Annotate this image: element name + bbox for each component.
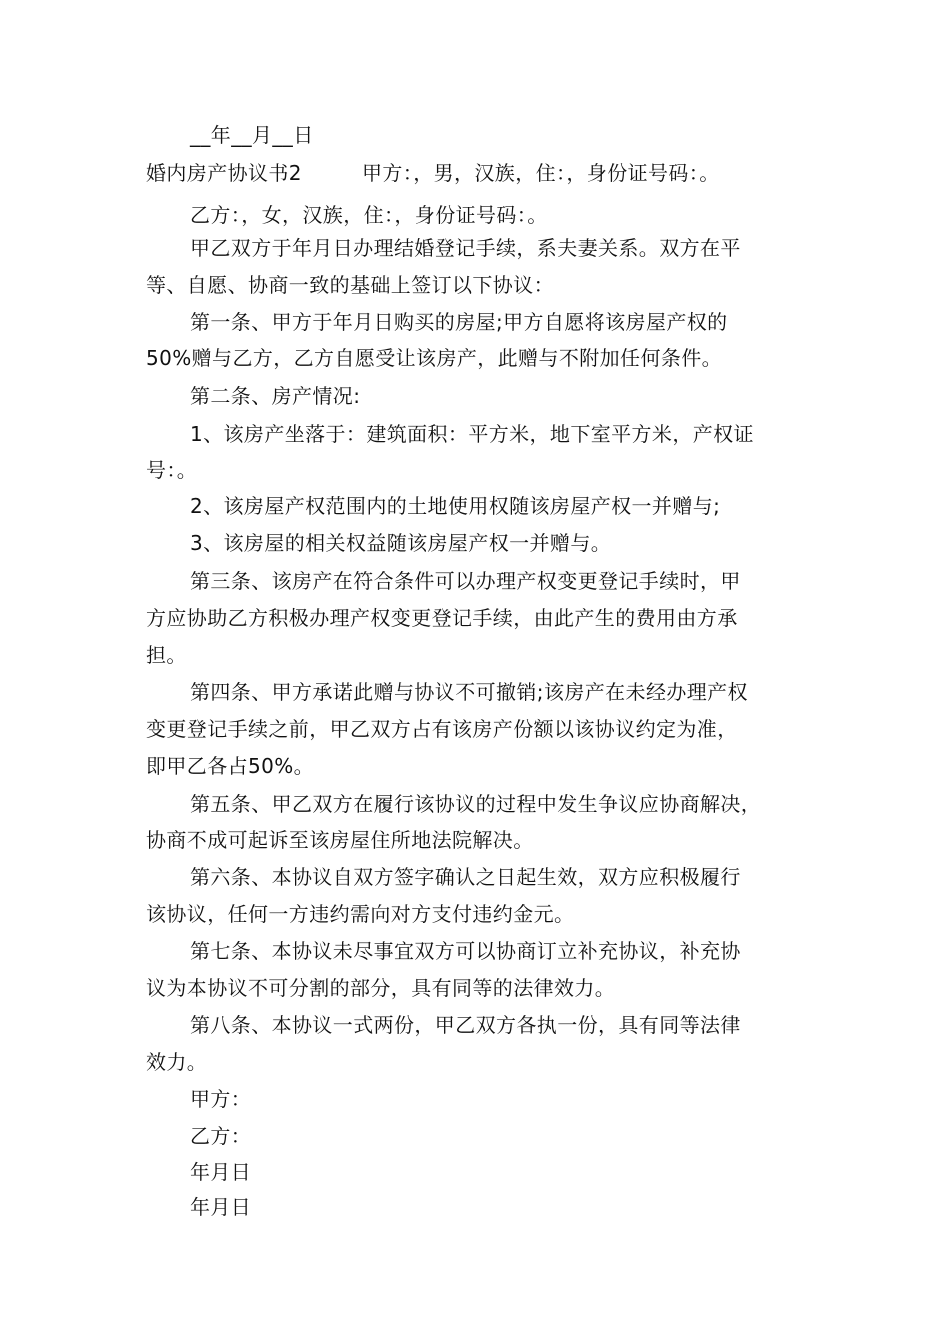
- article-4-line-3: 即甲乙各占50%。: [146, 754, 315, 778]
- party-a-line: 甲方：，男，汉族，住：，身份证号码：。: [362, 161, 720, 185]
- article-6-line-2: 该协议，任何一方违约需向对方支付违约金元。: [146, 902, 575, 926]
- article-5-line-2: 协商不成可起诉至该房屋住所地法院解决。: [146, 828, 534, 852]
- article-4-line-2: 变更登记手续之前，甲乙双方占有该房产份额以该协议约定为准，: [146, 717, 738, 741]
- signature-date-b: 年月日: [190, 1195, 252, 1219]
- article-2-heading: 第二条、房产情况:: [190, 384, 361, 408]
- article-8-line-2: 效力。: [146, 1050, 208, 1074]
- article-4-line-1: 第四条、甲方承诺此赠与协议不可撤销;该房产在未经办理产权: [190, 680, 748, 704]
- article-8-line-1: 第八条、本协议一式两份，甲乙双方各执一份，具有同等法律: [190, 1013, 741, 1037]
- article-5-line-1: 第五条、甲乙双方在履行该协议的过程中发生争议应协商解决，: [190, 792, 762, 816]
- article-3-line-2: 方应协助乙方积极办理产权变更登记手续，由此产生的费用由方承: [146, 606, 738, 630]
- intro-line-2: 等、自愿、协商一致的基础上签订以下协议：: [146, 273, 554, 297]
- item-3: 3、该房屋的相关权益随该房屋产权一并赠与。: [190, 531, 612, 555]
- item-1-line-2: 号：。: [146, 458, 198, 482]
- document-title: 婚内房产协议书2: [146, 161, 302, 185]
- article-3-line-1: 第三条、该房产在符合条件可以办理产权变更登记手续时，甲: [190, 569, 741, 593]
- article-7-line-2: 议为本协议不可分割的部分，具有同等的法律效力。: [146, 976, 616, 1000]
- article-1-line-1: 第一条、甲方于年月日购买的房屋;甲方自愿将该房屋产权的: [190, 310, 728, 334]
- signature-party-b: 乙方：: [190, 1124, 252, 1148]
- article-3-line-3: 担。: [146, 643, 187, 667]
- intro-line-1: 甲乙双方于年月日办理结婚登记手续，系夫妻关系。双方在平: [190, 236, 741, 260]
- signature-party-a: 甲方：: [190, 1087, 252, 1111]
- item-2: 2、该房屋产权范围内的土地使用权随该房屋产权一并赠与;: [190, 494, 721, 518]
- article-1-line-2: 50%赠与乙方，乙方自愿受让该房产，此赠与不附加任何条件。: [146, 346, 723, 370]
- party-b-line: 乙方：，女，汉族，住：，身份证号码：。: [190, 203, 548, 227]
- article-6-line-1: 第六条、本协议自双方签字确认之日起生效，双方应积极履行: [190, 865, 741, 889]
- signature-date-a: 年月日: [190, 1160, 252, 1184]
- item-1-line-1: 1、该房产坐落于：建筑面积：平方米，地下室平方米，产权证: [190, 422, 754, 446]
- article-7-line-1: 第七条、本协议未尽事宜双方可以协商订立补充协议，补充协: [190, 939, 741, 963]
- date-line: __年__月__日: [190, 123, 314, 147]
